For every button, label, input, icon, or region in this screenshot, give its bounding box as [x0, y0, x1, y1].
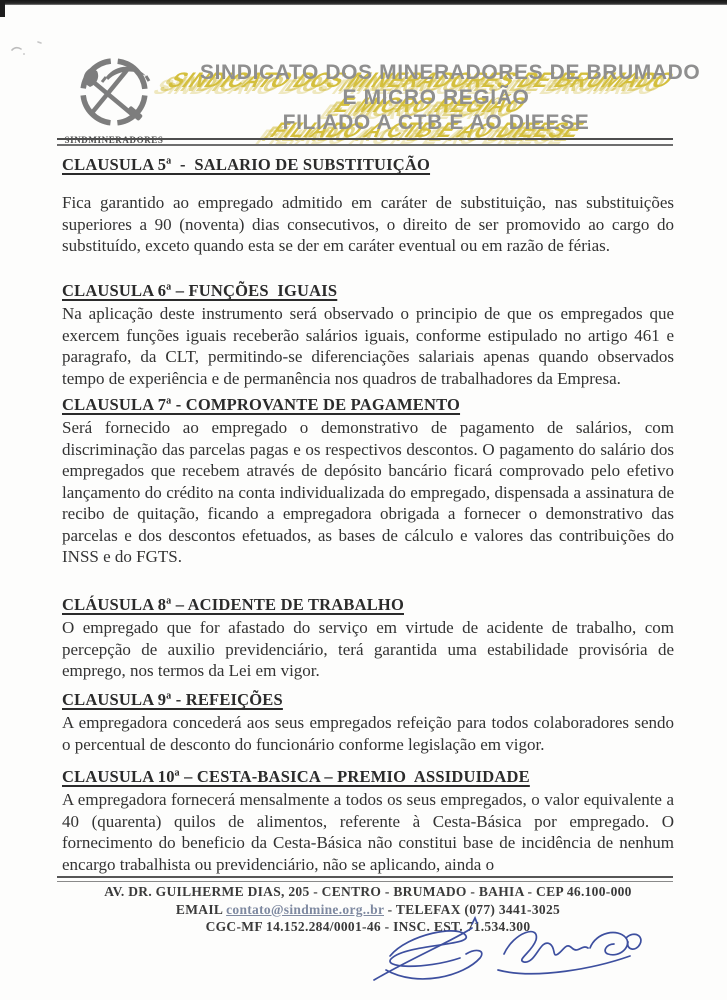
footer-telefax: - TELEFAX (077) 3441-3025: [384, 901, 561, 917]
clause-7-heading: CLAUSULA 7ª - COMPROVANTE DE PAGAMENTO: [62, 395, 461, 414]
letterhead-title: [200, 60, 701, 135]
footer-address: AV. DR. GUILHERME DIAS, 205 - CENTRO - BRUMADO - BAHIA - CEP 46.100-000: [104, 884, 632, 899]
clause-8-section: [62, 595, 674, 682]
clause-6-heading: CLAUSULA 6ª – FUNÇÕES IGUAIS: [62, 281, 338, 300]
clause-7-section: [62, 395, 674, 568]
header-divider: [57, 138, 673, 146]
clause-10-body: A empregadora fornecerá mensalmente a todos os seus empregados, o valor equivalente a 40 (quarenta) quilos de alimentos, referente à Cesta-Básica por empregado. O fornecimento do beneficio da Cesta-Básica não constitui base de incidência de nenhum encargo trabalhista ou previdenciário, não se aplicando, ainda o: [62, 790, 674, 874]
footer-registration: CGC-MF 14.152.284/0001-46 - INSC. EST. 71.534.300: [205, 919, 531, 934]
pencil-mark: [8, 36, 60, 58]
scan-edge-corner: [0, 0, 5, 17]
clause-10-heading: CLAUSULA 10ª – CESTA-BASICA – PREMIO ASSIDUIDADE: [62, 767, 530, 786]
clause-6-section: [62, 281, 674, 389]
footer-email-label: EMAIL: [175, 901, 227, 917]
clause-5-heading: CLAUSULA 5ª - SALARIO DE SUBSTITUIÇÃO: [62, 155, 431, 174]
clause-5-body: Fica garantido ao empregado admitido em caráter de substituição, nas substituições superiores a 90 (noventa) dias consecutivos, o direito de ser promovido ao cargo do substituído, exceto quando esta se der em caráter eventual ou em razão de férias.: [62, 193, 674, 255]
clause-9-heading: CLAUSULA 9ª - REFEIÇÕES: [62, 690, 283, 709]
clause-5-section: [62, 155, 674, 257]
clause-9-section: [62, 690, 674, 755]
signatures-ink: [368, 914, 668, 998]
clause-9-body: A empregadora concederá aos seus empregados refeição para todos colaboradores sendo o percentual de desconto do funcionário conforme legislação em vigor.: [62, 713, 674, 754]
crossed-shovel-pickaxe-icon: [64, 55, 164, 129]
letterhead-line-3: FILIADO A CTB E AO DIEESE FILIADO A CTB E AO DIEESE: [200, 110, 672, 135]
logo-caption: SINDMINERADORES: [64, 135, 164, 145]
clause-10-section: [62, 767, 674, 875]
clause-6-body: Na aplicação deste instrumento será observado o principio de que os empregados que exercem funções iguais receberão salários iguais, conforme estipulado no artigo 461 e paragrafo, da CLT, permitindo-se diferenciações salariais apenas quando observados tempo de experiência e de permanência nos quadros de trabalhadores da Empresa.: [62, 304, 674, 388]
clause-8-body: O empregado que for afastado do serviço em virtude de acidente de trabalho, com percepção de auxilio previdenciário, terá garantida uma estabilidade provisória de emprego, nos termos da Lei em vigor.: [62, 618, 674, 680]
footer-divider: [57, 876, 673, 882]
letterhead-line-2: E MICRO REGIÃO E MICRO REGIÃO: [200, 85, 672, 110]
footer-email-link[interactable]: contato@sindmine.org..br: [226, 901, 384, 917]
clause-8-heading: CLÁUSULA 8ª – ACIDENTE DE TRABALHO: [62, 595, 404, 614]
scan-edge-bar: [0, 0, 727, 5]
union-logo: [62, 55, 166, 145]
clause-7-body: Será fornecido ao empregado o demonstrativo de pagamento de salários, com discriminação das parcelas pagas e os respectivos descontos. O pagamento do salário dos empregados que recebem através de depósito bancário ficará comprovado pelo efetivo lançamento do crédito na conta individualizada do empregado, dispensada a assinatura de recibo de quitação, ficando a empregadora obrigada a fornecer o demonstrativo das parcelas e dos descontos efetuados, as bases de cálculo e valores das contribuições do INSS e do FGTS.: [62, 418, 674, 566]
letterhead-line-1: SINDICATO DOS MINERADORES DE BRUMADO SINDICATO DOS MINERADORES DE BRUMADO: [200, 60, 672, 85]
